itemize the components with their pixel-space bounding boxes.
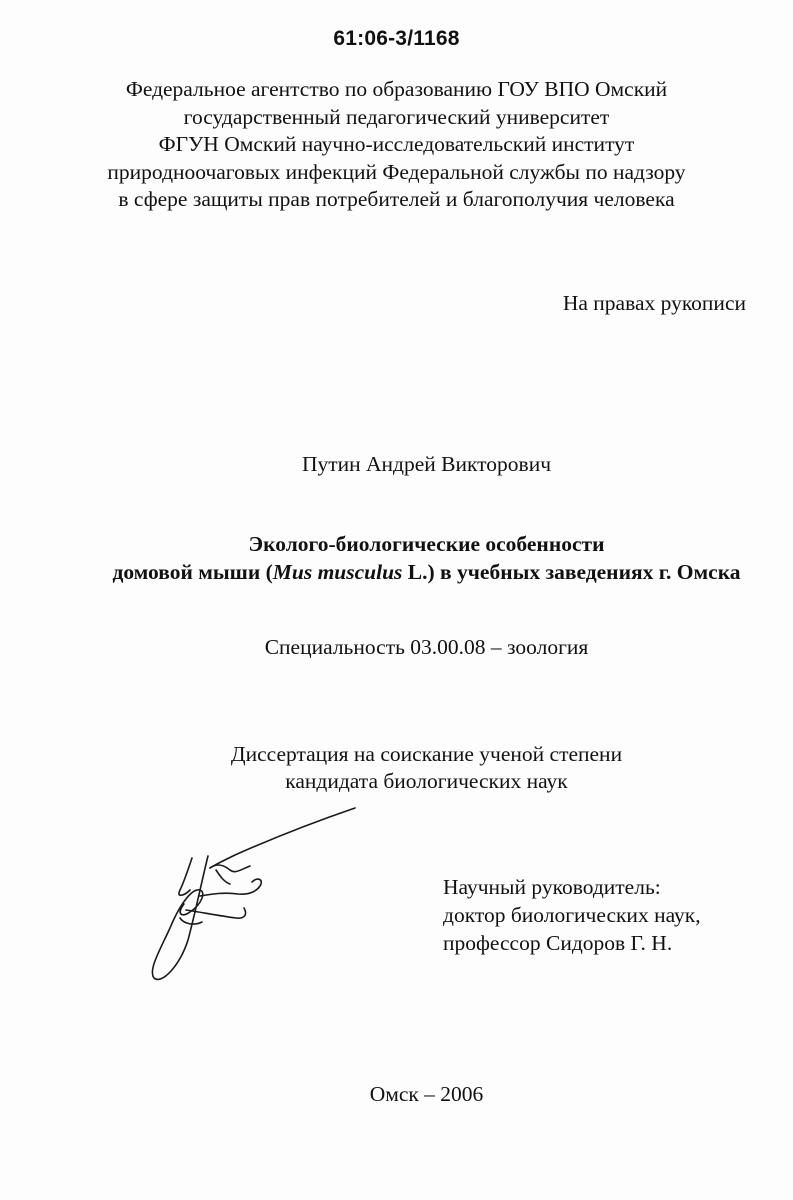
author-name: Путин Андрей Викторович <box>301 452 552 476</box>
signature-image <box>140 800 370 990</box>
specialty: Специальность 03.00.08 – зоология <box>264 635 589 659</box>
institution-line: в сфере защиты прав потребителей и благополучия человека <box>118 187 675 211</box>
title-line-1: Эколого-биологические особенности <box>248 532 605 556</box>
title-line-2 <box>0 558 793 586</box>
institution-line: государственный педагогический университет <box>183 104 610 129</box>
supervisor-label: Научный руководитель: <box>443 875 661 899</box>
institution-block <box>40 76 753 214</box>
dissertation-title <box>0 530 793 586</box>
city-year: Омск – 2006 <box>369 1082 484 1106</box>
degree-line-2: кандидата биологических наук <box>285 769 568 793</box>
institution-line: природноочаговых инфекций Федеральной службы по надзору <box>107 159 686 184</box>
degree-block <box>0 741 793 795</box>
institution-line: ФГУН Омский научно-исследовательский институт <box>158 132 635 156</box>
rights-note: На правах рукописи <box>562 291 746 315</box>
title-text-before: домовой мыши ( <box>112 560 273 584</box>
title-text-after: L.) в учебных заведениях г. Омска <box>402 560 741 584</box>
species-name: Mus musculus <box>272 560 403 584</box>
supervisor-block <box>443 873 701 957</box>
supervisor-degree: доктор биологических наук, <box>443 903 701 927</box>
supervisor-name: профессор Сидоров Г. Н. <box>443 931 673 955</box>
degree-line-1: Диссертация на соискание ученой степени <box>230 742 623 766</box>
catalog-number: 61:06-3/1168 <box>333 27 460 50</box>
institution-line: Федеральное агентство по образованию ГОУ ВПО Омский <box>125 77 668 101</box>
